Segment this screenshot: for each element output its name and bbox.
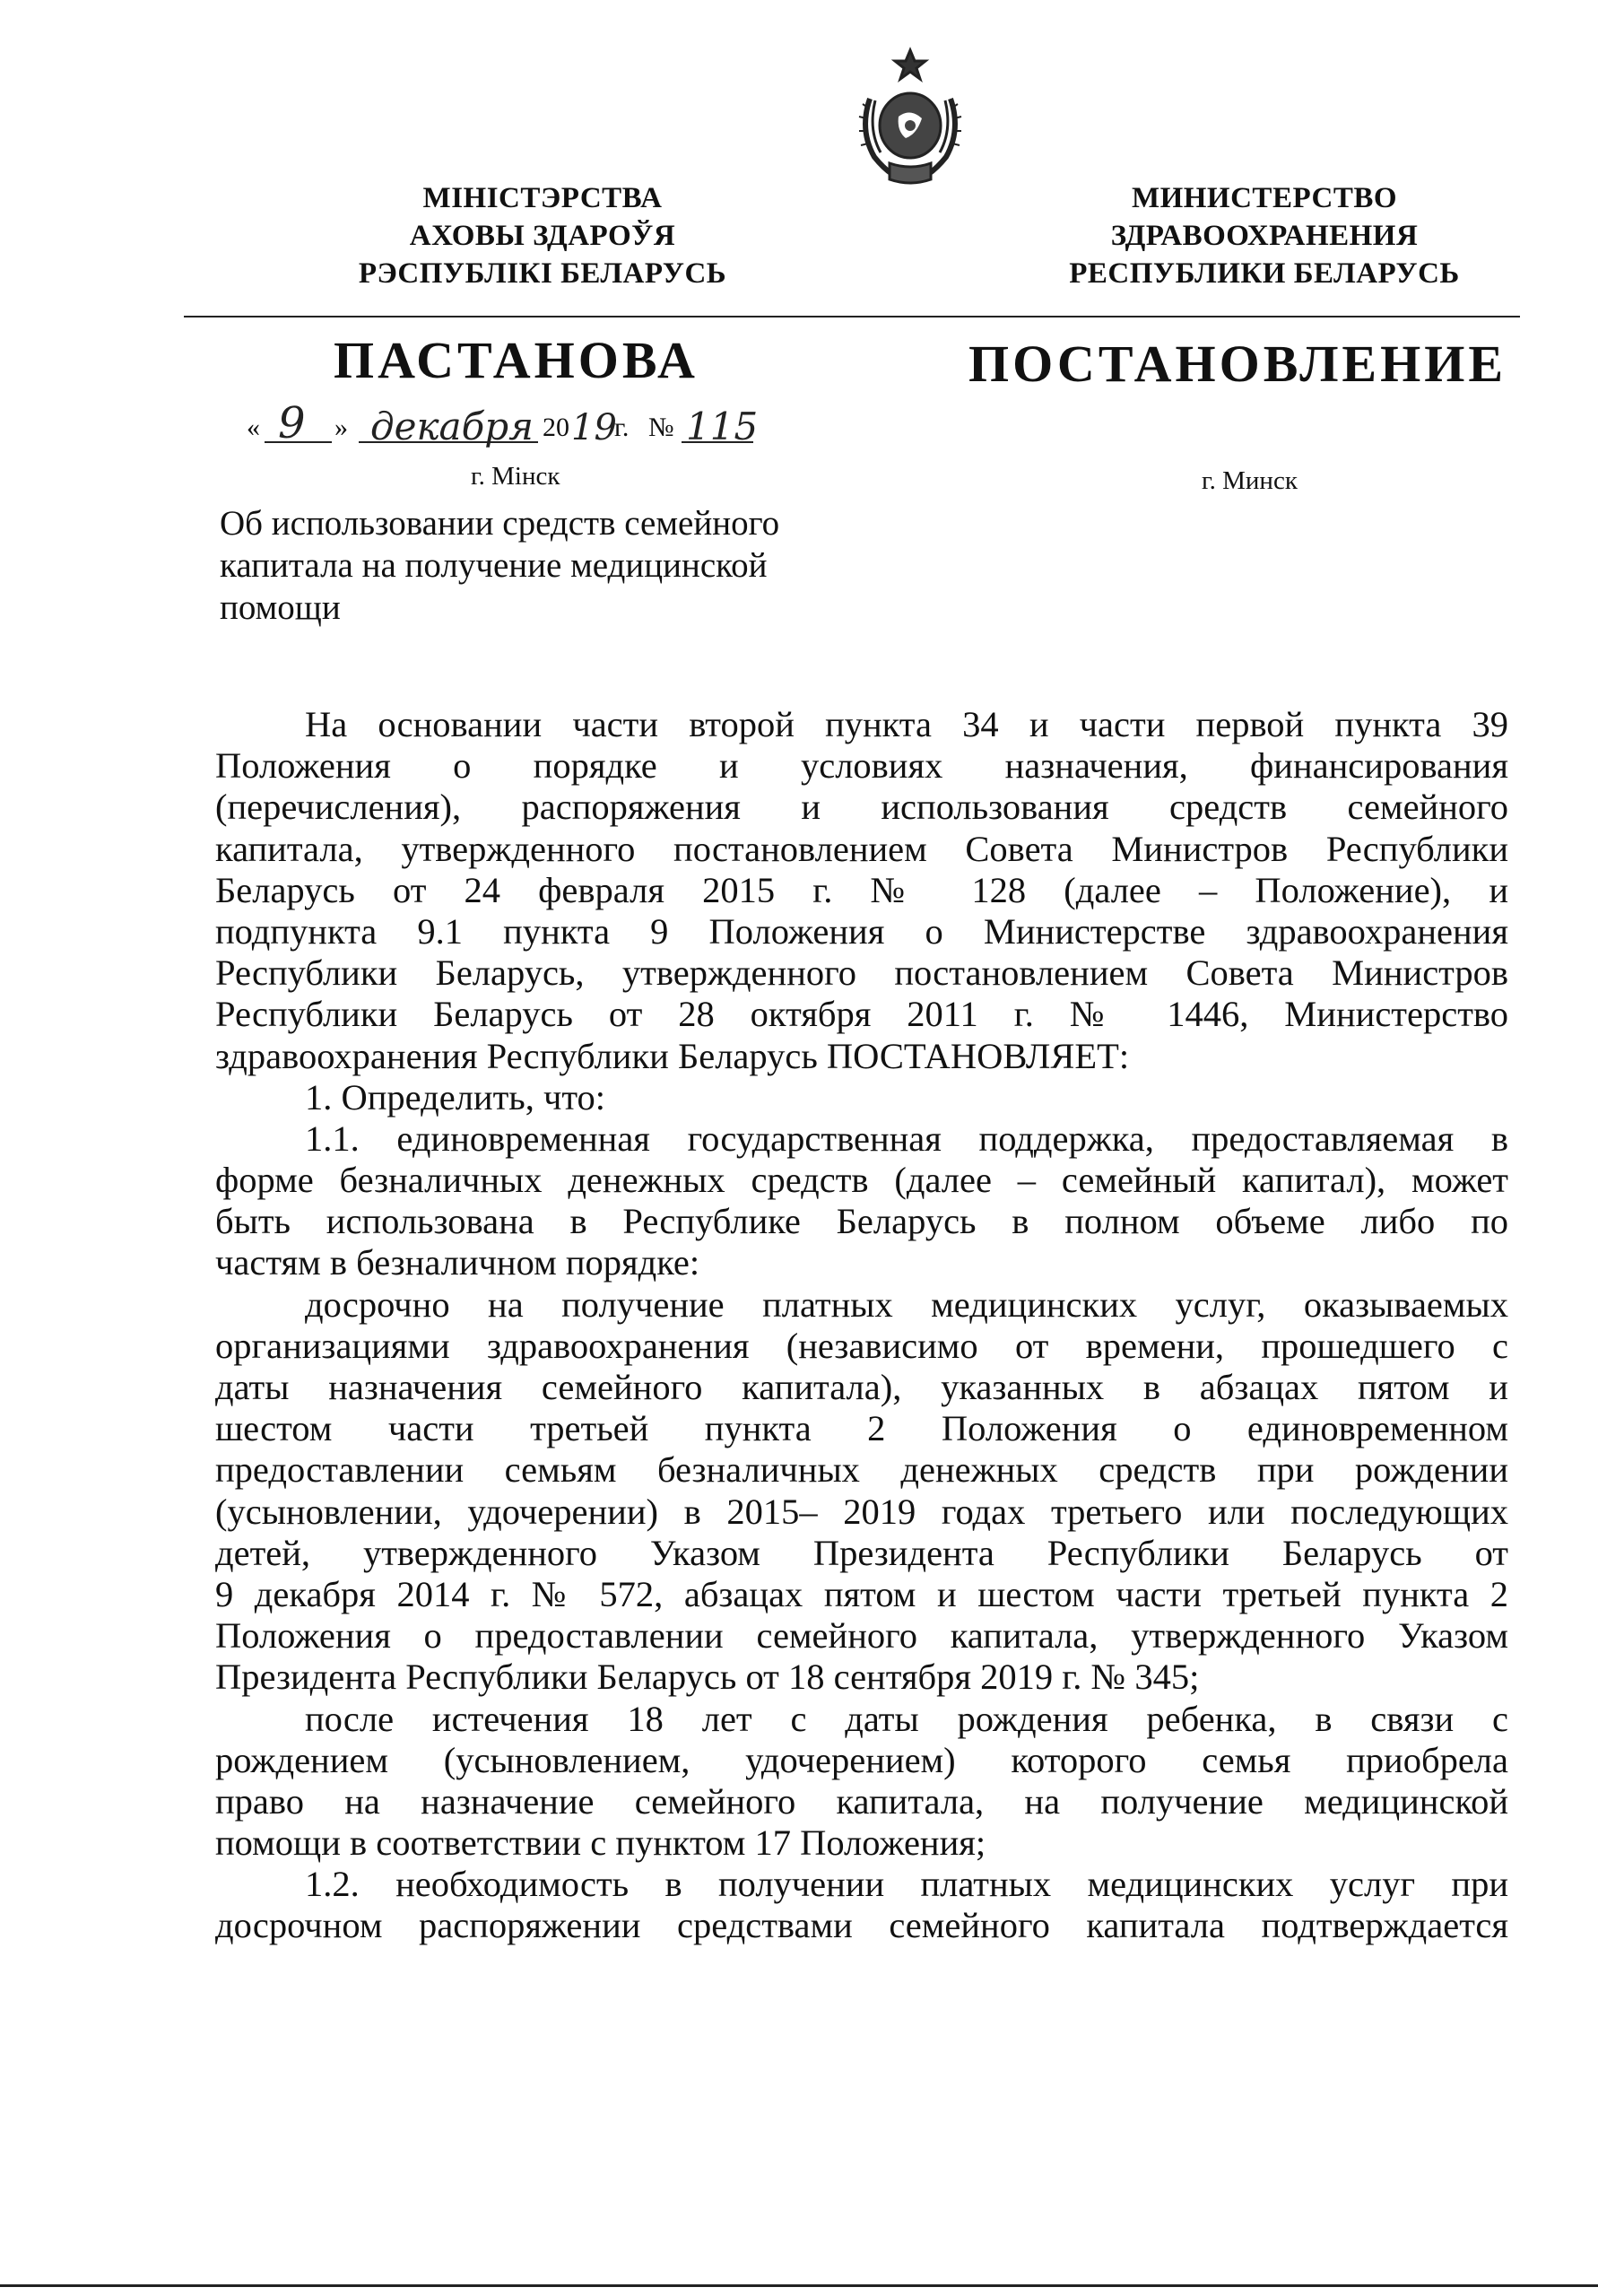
body-text-line: (усыновлении, удочерении) в 2015– 2019 годах третьего или последующих (215, 1491, 1508, 1532)
body-text-line: Положения о порядке и условиях назначения, финансирования (215, 745, 1508, 787)
body-text-line: 1.2. необходимость в получении платных медицинских услуг при (305, 1864, 1508, 1905)
date-day: 9 (278, 398, 306, 448)
document-body (215, 704, 1508, 1947)
ministry-line: РЭСПУБЛІКІ БЕЛАРУСЬ (358, 257, 727, 290)
ministry-name-russian (951, 179, 1578, 292)
subject-line: помощи (220, 588, 341, 627)
body-text-line: помощи в соответствии с пунктом 17 Положения; (215, 1822, 986, 1864)
body-text-line: досрочном распоряжении средствами семейного капитала подтверждается (215, 1905, 1508, 1946)
body-text-line: даты назначения семейного капитала), указанных в абзацах пятом и (215, 1367, 1508, 1407)
subject-line: Об использовании средств семейного (220, 504, 780, 543)
ministry-line: ЗДРАВООХРАНЕНИЯ (1110, 220, 1419, 252)
doc-type-russian: ПОСТАНОВЛЕНИЕ (968, 335, 1507, 393)
subject-line: капитала на получение медицинской (220, 546, 768, 585)
body-text-line: Беларусь от 24 февраля 2015 г. № 128 (далее – Положение), и (215, 869, 1508, 910)
body-text-line: после истечения 18 лет с даты рождения ребенка, в связи с (305, 1698, 1508, 1739)
body-text-line: Положения о предоставлении семейного капитала, утвержденного Указом (215, 1615, 1508, 1657)
city-belarusian: г. Мінск (471, 462, 560, 491)
body-text-line: право на назначение семейного капитала, на получение медицинской (215, 1780, 1508, 1822)
body-text-line: детей, утвержденного Указом Президента Республики Беларусь от (215, 1532, 1508, 1573)
body-text-line: организациями здравоохранения (независимо от времени, прошедшего с (215, 1325, 1508, 1366)
ministry-line: МИНИСТЕРСТВО (1131, 182, 1398, 214)
body-text-line: Президента Республики Беларусь от 18 сентября 2019 г. № 345; (215, 1657, 1200, 1698)
page-bottom-line (0, 2284, 1598, 2287)
body-text-line: досрочно на получение платных медицинских услуг, оказываемых (305, 1283, 1508, 1325)
document-subject (220, 502, 901, 629)
body-text-line: здравоохранения Республики Беларусь ПОСТАНОВЛЯЕТ: (215, 1035, 1130, 1076)
ministry-line: АХОВЫ ЗДАРОЎЯ (409, 220, 676, 252)
belarus-state-emblem-icon (843, 45, 977, 188)
date-close-quote: » (334, 413, 348, 442)
body-text-line: 9 декабря 2014 г. № 572, абзацах пятом и шестом части третьей пункта 2 (215, 1573, 1508, 1614)
body-text-line: капитала, утвержденного постановлением Совета Министров Республики (215, 828, 1508, 869)
ministry-line: РЕСПУБЛИКИ БЕЛАРУСЬ (1069, 257, 1460, 290)
body-text-line: 1. Определить, что: (305, 1076, 606, 1118)
header-divider (184, 316, 1520, 317)
body-text-line: (перечисления), распоряжения и использования средств семейного (215, 787, 1508, 828)
body-text-line: Республики Беларусь, утвержденного постановлением Совета Министров (215, 952, 1508, 994)
doc-number: 115 (686, 404, 759, 448)
body-text-line: подпункта 9.1 пункта 9 Положения о Министерстве здравоохранения (215, 910, 1508, 952)
date-year-suffix: 19 (571, 407, 617, 448)
body-text-line: предоставлении семьям безналичных денежных средств при рождении (215, 1449, 1508, 1491)
ministry-name-belarusian (229, 179, 856, 292)
body-text-line: На основании части второй пункта 34 и части первой пункта 39 (305, 704, 1508, 744)
date-number-line (247, 396, 874, 452)
city-russian: г. Минск (1202, 466, 1298, 495)
date-month: декабря (370, 404, 534, 448)
ministry-line: МІНІСТЭРСТВА (422, 182, 663, 214)
body-text-line: рождением (усыновлением, удочерением) которого семья приобрела (215, 1739, 1508, 1780)
body-text-line: Республики Беларусь от 28 октября 2011 г. № 1446, Министерство (215, 994, 1508, 1035)
underline (359, 439, 538, 443)
number-sign: № (648, 413, 674, 442)
date-year-mark: г. (614, 413, 630, 442)
body-text-line: форме безналичных денежных средств (далее – семейный капитал), может (215, 1160, 1508, 1201)
date-open-quote: « (247, 413, 260, 442)
underline (682, 439, 753, 443)
underline (265, 439, 332, 443)
date-year-prefix: 20 (543, 413, 569, 442)
body-text-line: шестом части третьей пункта 2 Положения о единовременном (215, 1408, 1508, 1449)
body-text-line: быть использована в Республике Беларусь в полном объеме либо по (215, 1201, 1508, 1242)
body-text-line: 1.1. единовременная государственная поддержка, предоставляемая в (305, 1118, 1508, 1159)
doc-type-belarusian: ПАСТАНОВА (334, 331, 699, 389)
body-text-line: частям в безналичном порядке: (215, 1242, 700, 1283)
